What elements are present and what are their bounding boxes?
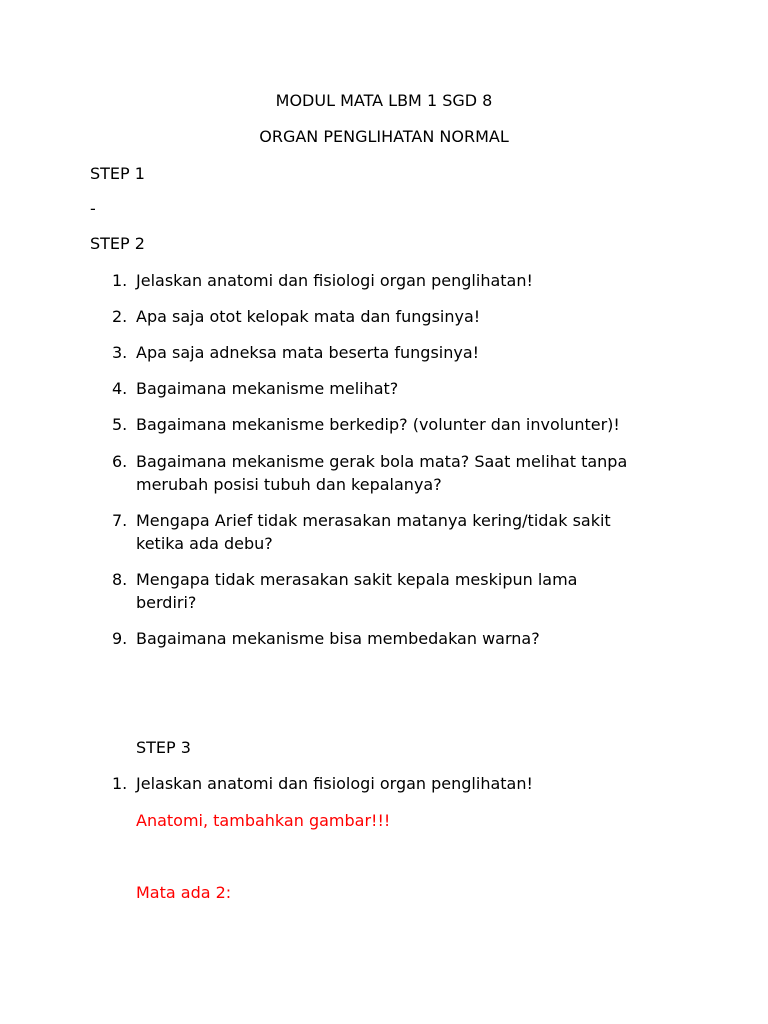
step2-heading: STEP 2 bbox=[90, 234, 145, 253]
list-item-number: 5. bbox=[112, 415, 128, 434]
step1-content: - bbox=[90, 199, 96, 218]
list-item-text-line2: ketika ada debu? bbox=[136, 534, 273, 553]
list-item-number: 8. bbox=[112, 570, 128, 589]
list-item-number: 4. bbox=[112, 379, 128, 398]
list-item-text-line2: berdiri? bbox=[136, 593, 197, 612]
list-item-number: 2. bbox=[112, 307, 128, 326]
list-item-text: Bagaimana mekanisme berkedip? (volunter dan involunter)! bbox=[136, 415, 620, 434]
list-item-number: 6. bbox=[112, 452, 128, 471]
list-item-text-line2: merubah posisi tubuh dan kepalanya? bbox=[136, 475, 442, 494]
step3-heading: STEP 3 bbox=[136, 738, 191, 757]
step1-heading: STEP 1 bbox=[90, 164, 145, 183]
list-item-text: Apa saja adneksa mata beserta fungsinya! bbox=[136, 343, 480, 362]
list-item-text-line1: Mengapa Arief tidak merasakan matanya kering/tidak sakit bbox=[136, 511, 611, 530]
list-item-text: Jelaskan anatomi dan fisiologi organ penglihatan! bbox=[136, 774, 533, 793]
list-item-text: Bagaimana mekanisme melihat? bbox=[136, 379, 399, 398]
list-item-number: 9. bbox=[112, 629, 128, 648]
list-item-number: 1. bbox=[112, 774, 128, 793]
document-title: MODUL MATA LBM 1 SGD 8 bbox=[275, 91, 493, 110]
list-item-text: Jelaskan anatomi dan fisiologi organ penglihatan! bbox=[136, 271, 533, 290]
list-item-text: Apa saja otot kelopak mata dan fungsinya! bbox=[136, 307, 481, 326]
answer-text: Anatomi, tambahkan gambar!!! bbox=[136, 811, 391, 830]
list-item-number: 7. bbox=[112, 511, 128, 530]
list-item-number: 1. bbox=[112, 271, 128, 290]
list-item-number: 3. bbox=[112, 343, 128, 362]
list-item-text: Bagaimana mekanisme bisa membedakan warna? bbox=[136, 629, 540, 648]
document-subtitle: ORGAN PENGLIHATAN NORMAL bbox=[259, 127, 509, 146]
answer-text: Mata ada 2: bbox=[136, 883, 232, 902]
list-item-text-line1: Mengapa tidak merasakan sakit kepala meskipun lama bbox=[136, 570, 578, 589]
list-item-text-line1: Bagaimana mekanisme gerak bola mata? Saat melihat tanpa bbox=[136, 452, 628, 471]
